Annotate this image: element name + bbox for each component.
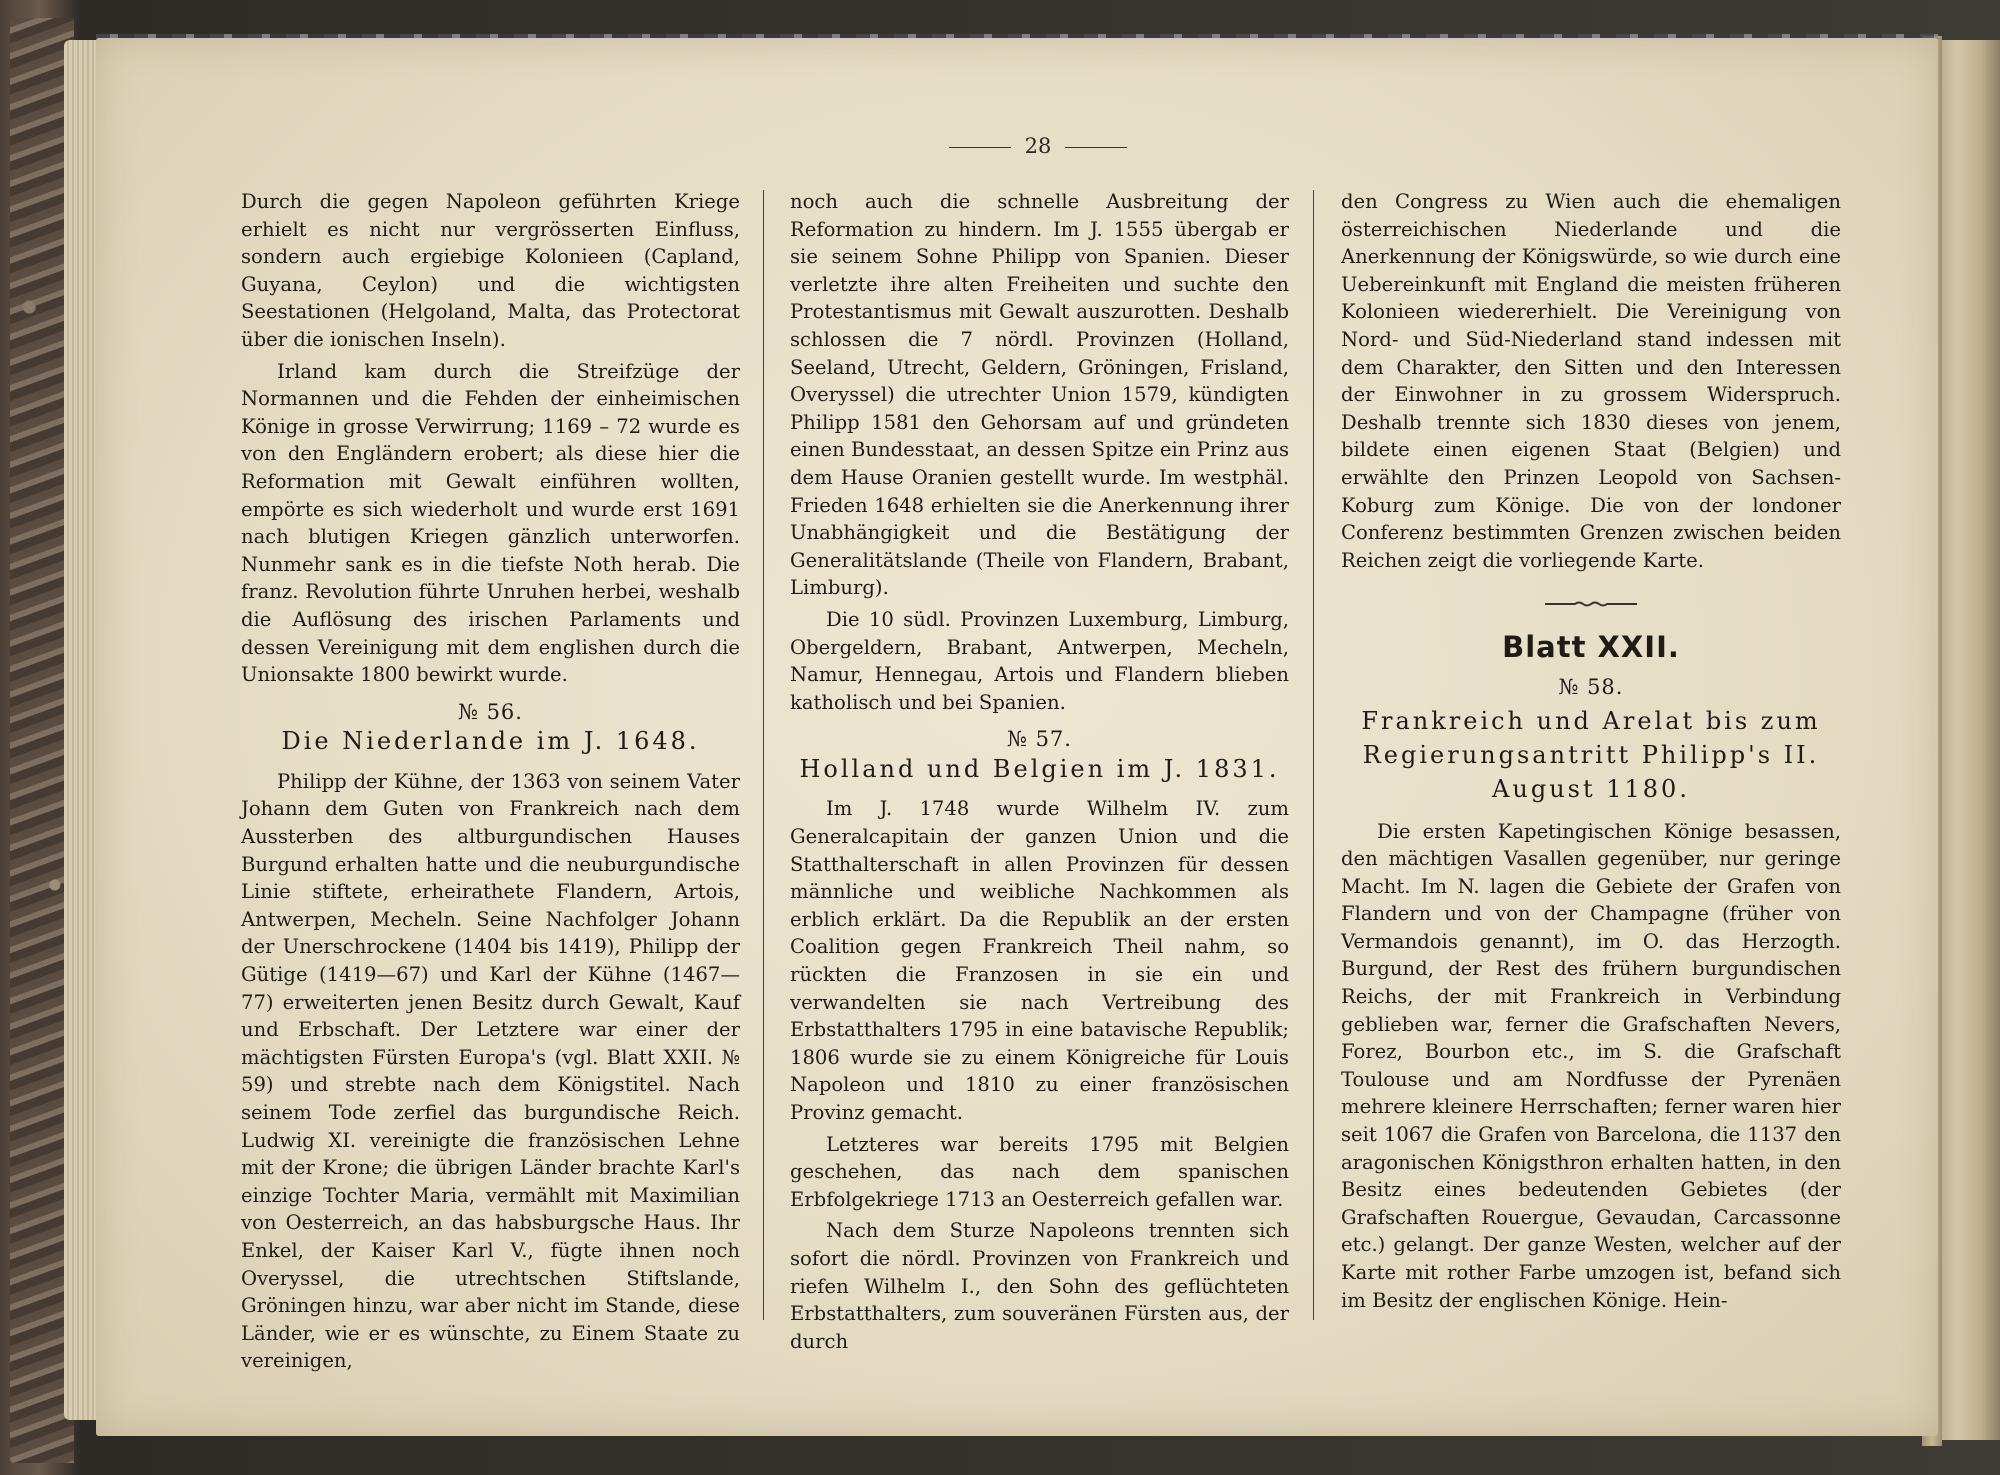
paragraph: Die 10 südl. Provinzen Luxemburg, Limburg, Obergeldern, Brabant, Antwerpen, Mecheln, Namur, Hennegau, Artois und Flandern blieben katholisch und bei Spanien. [790,607,1289,714]
paragraph: Nach dem Sturze Napoleons trennten sich sofort die nördl. Provinzen von Frankreich und riefen Wilhelm I., den Sohn des geflüchteten Erbstatthalters, zum souveränen Fürsten aus, der durch [790,1219,1289,1353]
column-divider-2 [1313,190,1314,1320]
paragraph: Durch die gegen Napoleon geführten Kriege erhielt es nicht nur vergrösserten Einfluss, sondern auch ergiebige Kolonieen (Capland, Guyana, Ceylon) und die wichtigsten Seestationen (Helgoland, Malta, das Protectorat über die ionischen Inseln). [241,190,740,351]
paragraph: Philipp der Kühne, der 1363 von seinem Vater Johann dem Guten von Frankreich nach dem Aussterben des altburgundischen Hauses Burgund erhalten hatte und die neuburgundische Linie stiftete, erheirathete Flandern, Artois, Antwerpen, Mecheln. Seine Nachfolger Johann der Unerschrockene (1404 bis 1419), Philipp der Gütige (1419—67) und Karl der Kühne (1467—77) erweiterten jenen Besitz durch Gewalt, Kauf und Erbschaft. Der Letztere war einer der mächtigsten Fürsten Europa's (vgl. Blatt XXII. № 59) und strebte nach dem Königstitel. Nach seinem Tode zerfiel das burgundische Reich. Ludwig XI. vereinigte die französischen Lehne mit der Krone; die übrigen Länder brachte Karl's einzige Tochter Maria, vermählt mit Maximilian von Oesterreich, an das habsburgsche Haus. Ihr Enkel, der Kaiser Karl V., fügte ihnen noch Overyssel, die utrechtschen Stiftslande, Gröningen hinzu, war aber nicht im Stande, diese Länder, wie er es wünschte, zu Einem Staate zu vereinigen, [241,769,740,1373]
section-title: Holland und Belgien im J. 1831. [799,754,1280,783]
plate-heading: Blatt XXII. [1502,630,1680,665]
header-rule-left [949,147,1011,148]
section-title: Frankreich und Arelat bis zum Regierungsantritt Philipp's II. August 1180. [1361,706,1821,803]
section-title: Die Niederlande im J. 1648. [281,727,700,756]
paragraph: Die ersten Kapetingischen Könige besassen, den mächtigen Vasallen gegenüber, nur geringe Macht. Im N. lagen die Gebiete der Grafen von Flandern und von der Champagne (früher von Vermandois genannt), im O. das Herzogth. Burgund, der Rest des frühern burgundischen Reichs, der mit Frankreich in Verbindung geblieben war, ferner die Grafschaften Nevers, Forez, Bourbon etc., im S. die Grafschaft Toulouse und am Nordfusse der Pyrenäen mehrere kleinere Herrschaften; ferner waren hier seit 1067 die Grafen von Barcelona, die 1137 den aragonischen Königsthron erhalten hatten, in den Besitz eines bedeutenden Gebietes (der Grafschaften Rouergue, Gevaudan, Carcassonne etc.) gelangt. Der ganze Westen, welcher auf der Karte mit rother Farbe umzogen ist, befand sich im Besitz der englischen Könige. Hein- [1341,819,1841,1312]
text-column-1 [241,188,740,1379]
section-number: № 58. [1558,674,1624,699]
page-edge-right [1938,40,2000,1440]
paragraph: den Congress zu Wien auch die ehemaligen österreichischen Niederlande und die Anerkennung der Königswürde, so wie durch eine Uebereinkunft mit England die meisten früheren Kolonieen wiedererhielt. Die Vereinigung von Nord- und Süd-Niederland stand indessen mit dem Charakter, den Sitten und den Interessen der Einwohner in zu grossem Widerspruch. Deshalb trennte sich 1830 dieses von jenem, bildete einen eigenen Staat (Belgien) und erwählte den Prinzen Leopold von Sachsen-Koburg zum Könige. Die von der londoner Conferenz bestimmten Grenzen zwischen beiden Reichen zeigt die vorliegende Karte. [1341,190,1841,572]
section-number: № 57. [1007,727,1072,752]
text-column-3 [1341,188,1841,1318]
paragraph: Letzteres war bereits 1795 mit Belgien geschehen, das nach dem spanischen Erbfolgekriege 1713 an Oesterreich gefallen war. [790,1132,1289,1211]
paragraph: Irland kam durch die Streifzüge der Normannen und die Fehden der einheimischen Könige in grosse Verwirrung; 1169 – 72 wurde es von den Engländern erobert; als diese hier die Reformation mit Gewalt einführen wollten, empörte es sich wiederholt und wurde erst 1691 nach blutigen Kriegen gänzlich unterworfen. Nunmehr sank es in die tiefste Noth herab. Die franz. Revolution führte Unruhen herbei, weshalb die Auflösung des irischen Parlaments und dessen Vereinigung mit dem englishen durch die Unionsakte 1800 bewirkt wurde. [241,359,740,687]
header-rule-right [1065,147,1127,148]
text-column-2 [790,188,1289,1359]
page-number: 28 [1024,134,1052,158]
ornament-divider [1545,600,1637,608]
page-number-header [928,134,1148,158]
section-number: № 56. [458,699,523,724]
column-divider-1 [763,190,764,1320]
paragraph: noch auch die schnelle Ausbreitung der Reformation zu hindern. Im J. 1555 übergab er sie seinem Sohne Philipp von Spanien. Dieser verletzte ihre alten Freiheiten und suchte den Protestantismus mit Gewalt auszurotten. Deshalb schlossen die 7 nördl. Provinzen (Holland, Seeland, Utrecht, Geldern, Gröningen, Frisland, Overyssel) die utrechter Union 1579, kündigten Philipp 1581 den Gehorsam auf und gründeten einen Bundesstaat, an dessen Spitze ein Prinz aus dem Hause Oranien gestellt wurde. Im westphäl. Frieden 1648 erhielten sie die Anerkennung ihrer Unabhängigkeit und die Bestätigung der Generalitätslande (Theile von Flandern, Brabant, Limburg). [790,190,1289,600]
paragraph: Im J. 1748 wurde Wilhelm IV. zum Generalcapitain der ganzen Union und die Statthalterschaft in allen Provinzen für dessen männliche und weibliche Nachkommen als erblich erklärt. Da die Republik an der ersten Coalition gegen Frankreich Theil nahm, so rückten die Franzosen in sie ein und verwandelten sie nach Vertreibung des Erbstatthalters 1795 in eine batavische Republik; 1806 wurde sie zu einem Königreiche für Louis Napoleon und 1810 zu einer französischen Provinz gemacht. [790,797,1289,1124]
